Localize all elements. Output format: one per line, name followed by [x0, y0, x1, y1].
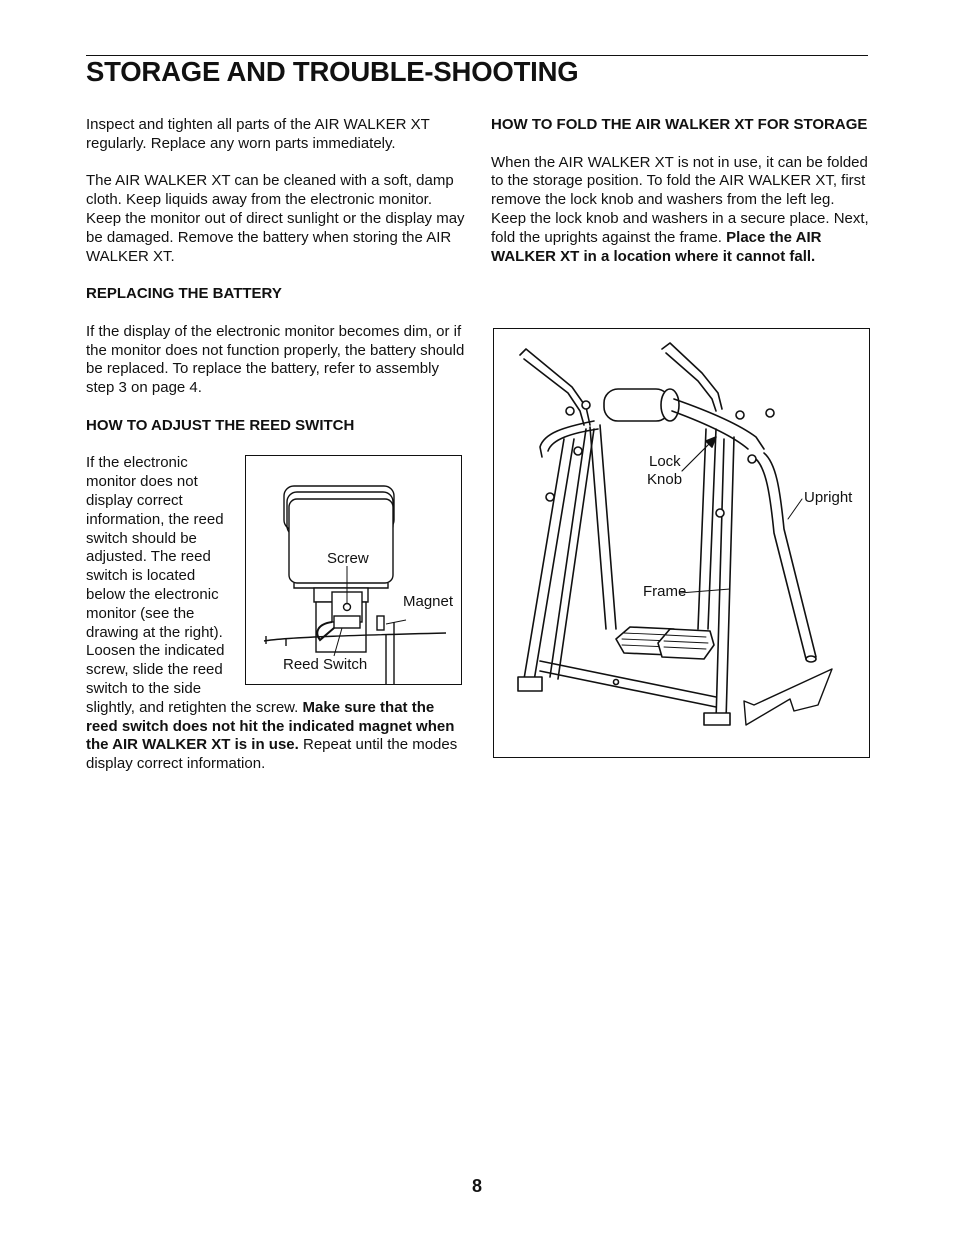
magnet-label: Magnet — [403, 593, 454, 611]
frame-label: Frame — [643, 583, 687, 600]
air-walker-drawing — [494, 329, 871, 759]
reed-switch-drawing — [246, 456, 463, 686]
reed-heading: HOW TO ADJUST THE REED SWITCH — [86, 416, 355, 434]
fold-figure — [493, 328, 870, 758]
page-number: 8 — [471, 1176, 482, 1196]
reed-switch-label: Reed Switch — [283, 656, 368, 674]
battery-heading: REPLACING THE BATTERY — [86, 285, 282, 303]
cleaning-paragraph: The AIR WALKER XT can be cleaned with a soft, damp cloth. Keep liquids away from the electronic monitor. Keep the monitor out of direct sunlight or the display may be damaged. Remove the battery when storing the AIR WALKER XT. — [86, 172, 465, 265]
reed-switch-figure — [245, 455, 462, 685]
battery-paragraph: If the display of the electronic monitor becomes dim, or if the monitor does not function properly, the battery should be replaced. To replace the battery, refer to assembly step 3 on page 4. — [86, 322, 465, 397]
knob-label: Knob — [647, 471, 683, 488]
right-column — [491, 116, 871, 285]
upright-label: Upright — [804, 489, 853, 506]
screw-label: Screw — [327, 550, 369, 568]
lock-label: Lock — [649, 453, 681, 470]
left-column — [86, 116, 466, 793]
fold-warning: Place the AIR WALKER XT in a location where it cannot fall. — [491, 228, 822, 265]
reed-text-warning: Make sure that the reed switch does not hit the indicated magnet when the AIR WALKER XT is in use. — [86, 698, 455, 754]
reed-text-start: If the electronic monitor does not display correct information, the reed switch should be adjusted. The reed switch is located below the electronic monitor (see the drawing at the right). Loosen the indicated screw, slide the reed switch to the side slightly, and retighten the screw. — [86, 454, 303, 716]
reed-text-end: Repeat until the modes display correct information. — [86, 736, 458, 773]
reed-paragraph — [86, 454, 466, 774]
fold-heading: HOW TO FOLD THE AIR WALKER XT FOR STORAGE — [491, 116, 868, 133]
fold-text: When the AIR WALKER XT is not in use, it can be folded to the storage position. To fold the AIR WALKER XT, first remove the lock knob and washers from the left leg. Keep the lock knob and washers in a secure place. Next, fold the uprights against the frame. — [491, 153, 869, 246]
page-title: STORAGE AND TROUBLE-SHOOTING — [86, 56, 579, 87]
intro-paragraph: Inspect and tighten all parts of the AIR WALKER XT regularly. Replace any worn parts immediately. — [86, 116, 430, 152]
fold-paragraph — [491, 154, 871, 267]
